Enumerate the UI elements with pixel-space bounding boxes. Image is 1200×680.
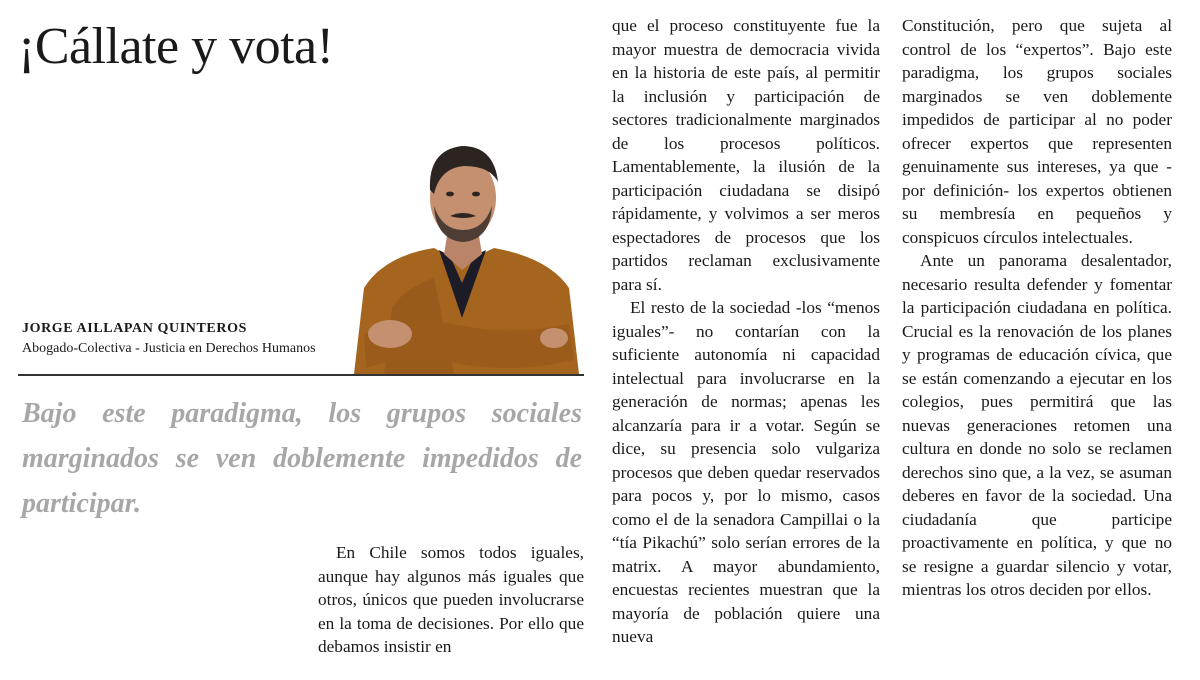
author-portrait-illustration	[344, 138, 584, 374]
pull-quote: Bajo este paradigma, los grupos sociales marginados se ven doblemente impedidos de participar.	[22, 398, 582, 519]
author-name: JORGE AILLAPAN QUINTEROS	[22, 321, 247, 336]
paragraph: Ante un panorama desalentador, necesario resulta defender y fomentar la participación ciudadana en política. Crucial es la renovación de los planes y programas de educación cívica, que se están comenzando a ejecutar en los colegios, pues permitirá que las nuevas generaciones retomen una cultura en donde no solo se reclamen derechos sino que, a la vez, se asuman deberes en favor de la sociedad. Una ciudadanía que participe proactivamente en política, y que no se resigne a guardar silencio y votar, mientras los otros deciden por ellos.	[902, 251, 1172, 599]
paragraph: Constitución, pero que sujeta al control de los “expertos”. Bajo este paradigma, los grupos sociales marginados se ven doblemente impedidos de participar al no poder ofrecer expertos que representen genuinamente sus intereses, ya que -por definición- los expertos obtienen su membresía en pequeños y conspicuos círculos intelectuales.	[902, 16, 1172, 247]
body-column-2	[612, 14, 880, 649]
body-column-3	[902, 14, 1172, 602]
author-photo	[344, 138, 584, 374]
body-column-1	[318, 541, 584, 659]
author-role: Abogado-Colectiva - Justicia en Derechos Humanos	[22, 341, 316, 356]
header-divider	[18, 374, 584, 376]
paragraph: En Chile somos todos iguales, aunque hay algunos más iguales que otros, únicos que pueden involucrarse en la toma de decisiones. Por ello que debamos insistir en	[318, 543, 584, 656]
paragraph: que el proceso constituyente fue la mayor muestra de democracia vivida en la historia de este país, al permitir la inclusión y participación de sectores tradicionalmente marginados de los procesos políticos. Lamentablemente, la ilusión de la participación ciudadana se disipó rápidamente, y volvimos a ser meros espectadores de procesos que los partidos reclaman exclusivamente para sí.	[612, 16, 880, 294]
headline: ¡Cállate y vota!	[18, 18, 334, 75]
paragraph: El resto de la sociedad -los “menos iguales”- no contarían con la suficiente autonomía ni capacidad intelectual para involucrarse en la generación de normas; apenas les alcanzaría para ir a votar. Según se dice, su presencia solo vulgariza procesos que deben quedar reservados para pocos y, por lo mismo, casos como el de la senadora Campillai o la “tía Pikachú” solo serían errores de la matrix. A mayor abundamiento, encuestas recientes muestran que la mayoría de población quiere una nueva	[612, 298, 880, 646]
